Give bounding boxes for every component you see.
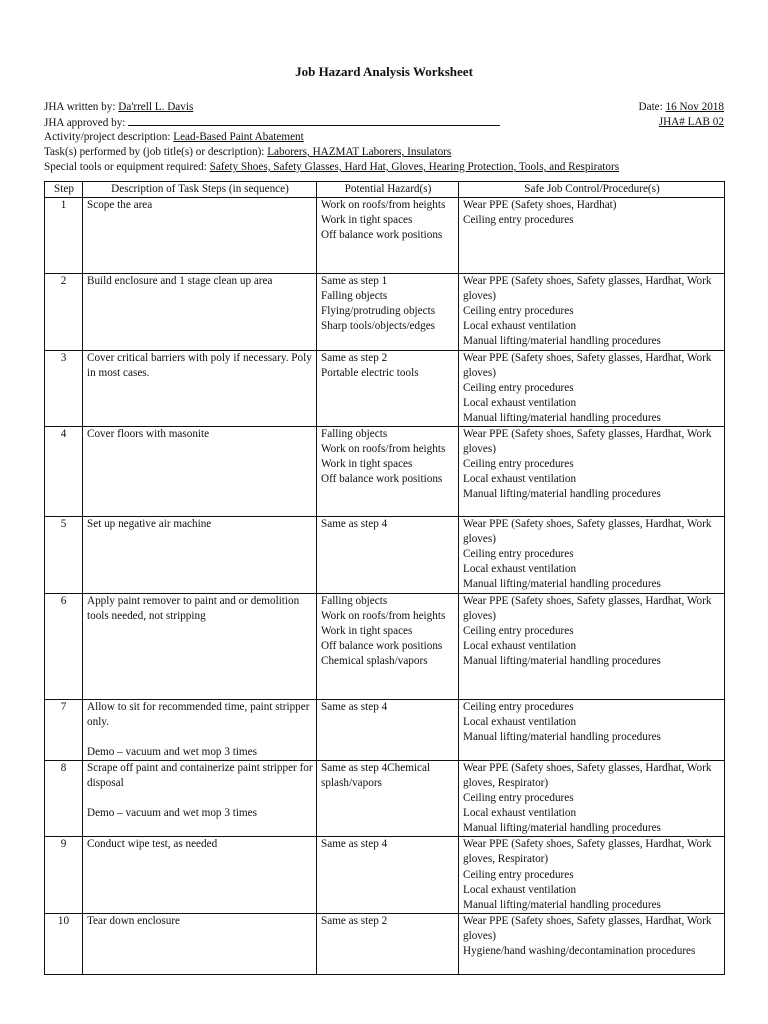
- control-item: Wear PPE (Safety shoes, Safety glasses, Hardhat, Work gloves): [463, 428, 712, 456]
- control-item: Ceiling entry procedures: [463, 381, 574, 394]
- control-list: [459, 350, 725, 426]
- hazard-item: Falling objects: [321, 290, 388, 303]
- step-number: 3: [45, 350, 83, 426]
- step-number: 4: [45, 427, 83, 517]
- control-item: Local exhaust ventilation: [463, 715, 577, 728]
- task-description-item: Build enclosure and 1 stage clean up area: [87, 275, 273, 288]
- task-description-item: [87, 730, 313, 745]
- control-list: [459, 427, 725, 517]
- control-item: Manual lifting/material handling procedures: [463, 335, 661, 348]
- hazard-item: Falling objects: [321, 594, 388, 607]
- control-item: Manual lifting/material handling procedures: [463, 730, 661, 743]
- control-item: Wear PPE (Safety shoes, Safety glasses, Hardhat, Work gloves): [463, 518, 712, 546]
- task-description: [83, 517, 317, 593]
- tools-label: Special tools or equipment required:: [44, 161, 207, 173]
- control-list: [459, 837, 725, 913]
- step-number: 9: [45, 837, 83, 913]
- task-description: [83, 593, 317, 699]
- hazard-item: Work on roofs/from heights: [321, 199, 446, 212]
- hazard-list: [317, 427, 459, 517]
- table-row: [45, 198, 725, 274]
- control-list: [459, 699, 725, 760]
- column-header-description: Description of Task Steps (in sequence): [83, 182, 317, 198]
- table-row: [45, 760, 725, 836]
- task-description-item: Demo – vacuum and wet mop 3 times: [87, 807, 257, 820]
- hazard-item: Off balance work positions: [321, 473, 443, 486]
- control-item: Local exhaust ventilation: [463, 639, 577, 652]
- approved-by-label: JHA approved by:: [44, 117, 126, 129]
- column-header-step: Step: [45, 182, 83, 198]
- task-description: [83, 760, 317, 836]
- task-description-item: Demo – vacuum and wet mop 3 times: [87, 745, 257, 758]
- table-body: [45, 198, 725, 975]
- hazard-item: Same as step 4Chemical splash/vapors: [321, 761, 431, 789]
- control-item: Manual lifting/material handling procedures: [463, 578, 661, 591]
- hazard-item: Same as step 1: [321, 275, 388, 288]
- control-item: Manual lifting/material handling procedures: [463, 822, 661, 835]
- column-header-controls: Safe Job Control/Procedure(s): [459, 182, 725, 198]
- table-row: [45, 913, 725, 974]
- control-list: [459, 760, 725, 836]
- written-by-value: Da'rrell L. Davis: [118, 101, 194, 113]
- control-item: Ceiling entry procedures: [463, 700, 574, 713]
- approved-by-blank: [128, 115, 500, 126]
- step-number: 10: [45, 913, 83, 974]
- control-list: [459, 593, 725, 699]
- hazard-item: Work in tight spaces: [321, 214, 413, 227]
- hazard-item: Same as step 4: [321, 518, 388, 531]
- hazard-item: Sharp tools/objects/edges: [321, 320, 436, 333]
- step-number: 6: [45, 593, 83, 699]
- control-item: Manual lifting/material handling procedures: [463, 898, 661, 911]
- table-row: [45, 274, 725, 350]
- tools-line: [44, 160, 724, 176]
- table-row: [45, 699, 725, 760]
- table-header-row: [45, 182, 725, 198]
- control-item: Manual lifting/material handling procedures: [463, 488, 661, 501]
- step-number: 7: [45, 699, 83, 760]
- hazard-list: [317, 198, 459, 274]
- control-item: Wear PPE (Safety shoes, Safety glasses, Hardhat, Work gloves): [463, 914, 712, 942]
- task-description: [83, 913, 317, 974]
- tasks-label: Task(s) performed by (job title(s) or description):: [44, 146, 265, 158]
- control-item: Local exhaust ventilation: [463, 883, 577, 896]
- table-row: [45, 350, 725, 426]
- activity-label: Activity/project description:: [44, 131, 171, 143]
- table-row: [45, 517, 725, 593]
- control-list: [459, 198, 725, 274]
- control-item: Ceiling entry procedures: [463, 548, 574, 561]
- hazard-item: Work on roofs/from heights: [321, 443, 446, 456]
- date-label: Date:: [638, 101, 663, 113]
- task-description: [83, 699, 317, 760]
- control-item: Wear PPE (Safety shoes, Safety glasses, Hardhat, Work gloves): [463, 594, 712, 622]
- task-description: [83, 198, 317, 274]
- task-description-item: Scope the area: [87, 199, 153, 212]
- control-item: Ceiling entry procedures: [463, 868, 574, 881]
- hazard-item: Same as step 4: [321, 838, 388, 851]
- task-description-item: Allow to sit for recommended time, paint stripper only.: [87, 700, 310, 728]
- control-item: Ceiling entry procedures: [463, 792, 574, 805]
- task-description: [83, 837, 317, 913]
- activity-value: Lead-Based Paint Abatement: [173, 131, 304, 143]
- control-item: Local exhaust ventilation: [463, 563, 577, 576]
- hazard-item: Same as step 4: [321, 700, 388, 713]
- control-list: [459, 274, 725, 350]
- jha-number: JHA# LAB 02: [658, 116, 724, 128]
- hazard-item: Off balance work positions: [321, 229, 443, 242]
- task-description: [83, 350, 317, 426]
- task-description: [83, 274, 317, 350]
- control-item: Local exhaust ventilation: [463, 320, 577, 333]
- step-number: 8: [45, 760, 83, 836]
- hazard-item: Flying/protruding objects: [321, 305, 436, 318]
- tasks-value: Laborers, HAZMAT Laborers, Insulators: [267, 146, 452, 158]
- control-item: Local exhaust ventilation: [463, 473, 577, 486]
- hazard-item: Work in tight spaces: [321, 624, 413, 637]
- control-item: Manual lifting/material handling procedures: [463, 654, 661, 667]
- hazard-item: Work in tight spaces: [321, 458, 413, 471]
- written-by-line: [44, 100, 724, 116]
- table-row: [45, 837, 725, 913]
- activity-line: [44, 130, 724, 146]
- hazard-item: Falling objects: [321, 428, 388, 441]
- hazard-list: [317, 760, 459, 836]
- task-description-item: Conduct wipe test, as needed: [87, 838, 218, 851]
- task-description-item: Cover floors with masonite: [87, 428, 210, 441]
- control-item: Ceiling entry procedures: [463, 305, 574, 318]
- control-item: Wear PPE (Safety shoes, Safety glasses, Hardhat, Work gloves, Respirator): [463, 838, 712, 866]
- hazard-list: [317, 593, 459, 699]
- task-description-item: Set up negative air machine: [87, 518, 212, 531]
- tasks-line: [44, 145, 724, 161]
- table-row: [45, 427, 725, 517]
- tools-value: Safety Shoes, Safety Glasses, Hard Hat, Gloves, Hearing Protection, Tools, and Respirators: [209, 161, 620, 173]
- control-list: [459, 517, 725, 593]
- control-item: Ceiling entry procedures: [463, 458, 574, 471]
- page-title: Job Hazard Analysis Worksheet: [295, 64, 473, 79]
- step-number: 5: [45, 517, 83, 593]
- control-item: Wear PPE (Safety shoes, Hardhat): [463, 199, 617, 212]
- jha-table: [44, 181, 725, 975]
- control-list: [459, 913, 725, 974]
- control-item: Wear PPE (Safety shoes, Safety glasses, Hardhat, Work gloves): [463, 351, 712, 379]
- hazard-item: Same as step 2: [321, 351, 388, 364]
- table-row: [45, 593, 725, 699]
- hazard-item: Work on roofs/from heights: [321, 609, 446, 622]
- control-item: Ceiling entry procedures: [463, 624, 574, 637]
- hazard-item: Off balance work positions: [321, 639, 443, 652]
- task-description-item: [87, 791, 313, 806]
- date-value: 16 Nov 2018: [665, 101, 724, 113]
- step-number: 1: [45, 198, 83, 274]
- step-number: 2: [45, 274, 83, 350]
- column-header-hazards: Potential Hazard(s): [317, 182, 459, 198]
- control-item: Local exhaust ventilation: [463, 396, 577, 409]
- task-description: [83, 427, 317, 517]
- date-field: [639, 100, 724, 116]
- control-item: Manual lifting/material handling procedures: [463, 411, 661, 424]
- hazard-list: [317, 274, 459, 350]
- task-description-item: Scrape off paint and containerize paint stripper for disposal: [87, 761, 313, 789]
- task-description-item: Tear down enclosure: [87, 914, 181, 927]
- control-item: Hygiene/hand washing/decontamination procedures: [463, 945, 696, 957]
- hazard-item: Same as step 2: [321, 914, 388, 927]
- control-item: Local exhaust ventilation: [463, 807, 577, 820]
- control-item: Ceiling entry procedures: [463, 214, 574, 227]
- control-item: Wear PPE (Safety shoes, Safety glasses, Hardhat, Work gloves): [463, 275, 712, 303]
- hazard-list: [317, 517, 459, 593]
- task-description-item: Apply paint remover to paint and or demolition tools needed, not stripping: [87, 594, 300, 622]
- hazard-item: Chemical splash/vapors: [321, 654, 428, 667]
- hazard-list: [317, 837, 459, 913]
- hazard-list: [317, 350, 459, 426]
- written-by-label: JHA written by:: [44, 101, 116, 113]
- control-item: Wear PPE (Safety shoes, Safety glasses, Hardhat, Work gloves, Respirator): [463, 761, 712, 789]
- hazard-list: [317, 699, 459, 760]
- hazard-list: [317, 913, 459, 974]
- task-description-item: Cover critical barriers with poly if necessary. Poly in most cases.: [87, 351, 312, 379]
- hazard-item: Portable electric tools: [321, 366, 419, 379]
